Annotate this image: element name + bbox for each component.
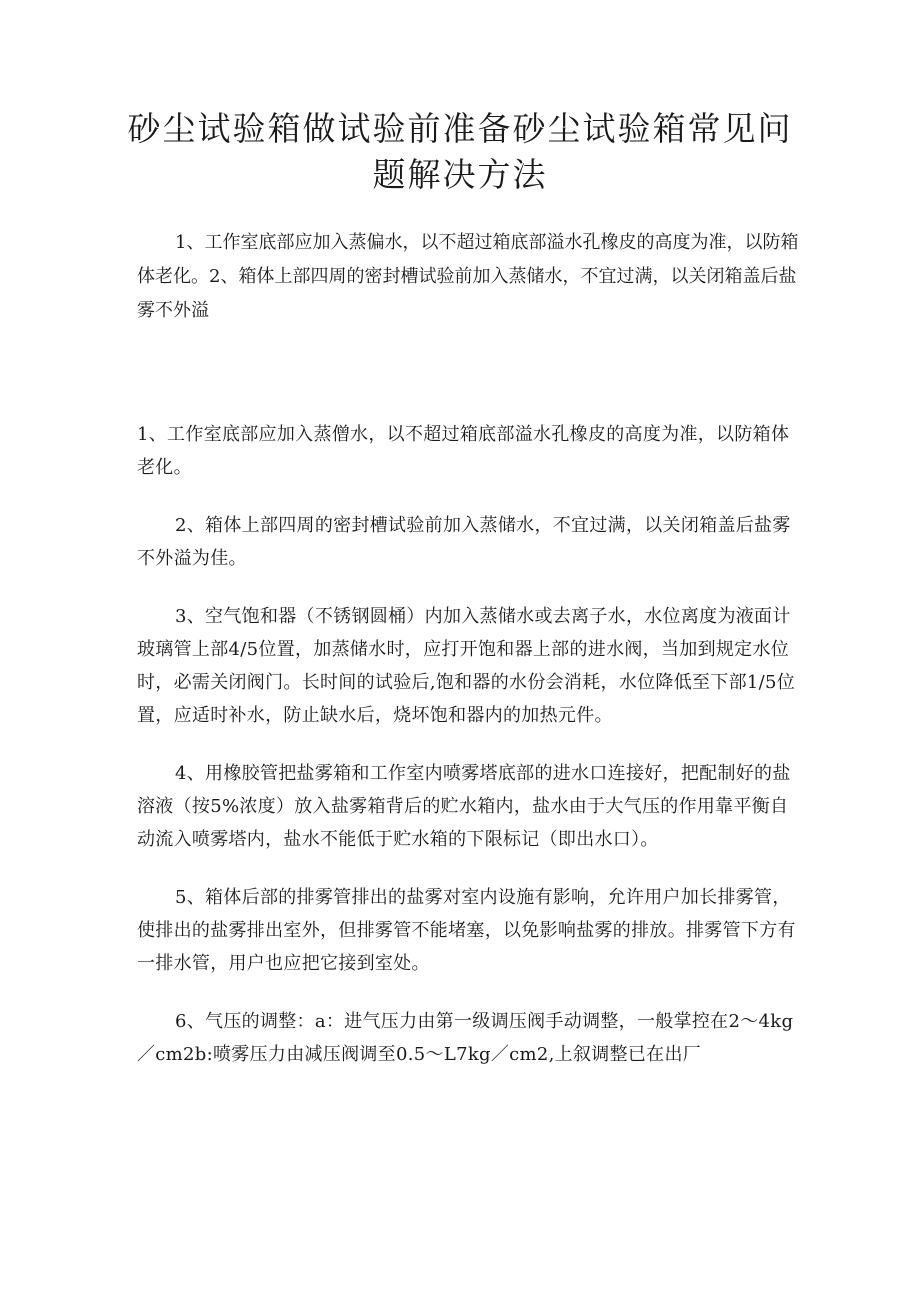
paragraph-4: 4、用橡胶管把盐雾箱和工作室内喷雾塔底部的进水口连接好，把配制好的盐溶液（按5%浓度）放入盐雾箱背后的贮水箱内，盐水由于大气压的作用靠平衡自动流入喷雾塔内，盐水不能低于贮水箱的下限标记（即出水口）。	[137, 763, 791, 850]
paragraph-3: 3、空气饱和器（不锈钢圆桶）内加入蒸储水或去离子水，水位离度为液面计玻璃管上部4/5位置，加蒸储水时，应打开饱和器上部的进水阀，当加到规定水位时，必需关闭阀门。长时间的试验后,饱和器的水份会消耗，水位降低至下部1/5位置，应适时补水，防止缺水后，烧坏饱和器内的加热元件。	[137, 606, 796, 726]
paragraph-5: 5、箱体后部的排雾管排出的盐雾对室内设施有影响，允许用户加长排雾管，使排出的盐雾排出室外，但排雾管不能堵塞，以免影响盐雾的排放。排雾管下方有一排水管，用户也应把它接到室处。	[137, 887, 796, 974]
document-body	[137, 418, 797, 1096]
paragraph-1: 1、工作室底部应加入蒸僧水，以不超过箱底部溢水孔橡皮的高度为准，以防箱体老化。	[137, 424, 790, 478]
paragraph-2: 2、箱体上部四周的密封槽试验前加入蒸储水，不宜过满，以关闭箱盖后盐雾不外溢为佳。	[137, 515, 791, 569]
intro-paragraph: 1、工作室底部应加入蒸偏水，以不超过箱底部溢水孔橡皮的高度为准，以防箱体老化。2、箱体上部四周的密封槽试验前加入蒸储水，不宜过满，以关闭箱盖后盐雾不外溢	[137, 232, 799, 321]
document-title: 砂尘试验箱做试验前准备砂尘试验箱常见问题解决方法	[127, 109, 793, 194]
paragraph-6: 6、气压的调整：a：进气压力由第一级调压阀手动调整，一般掌控在2～4kg／cm2b:喷雾压力由减压阀调至0.5～L7kg／cm2,上叙调整已在出厂	[137, 1011, 794, 1065]
